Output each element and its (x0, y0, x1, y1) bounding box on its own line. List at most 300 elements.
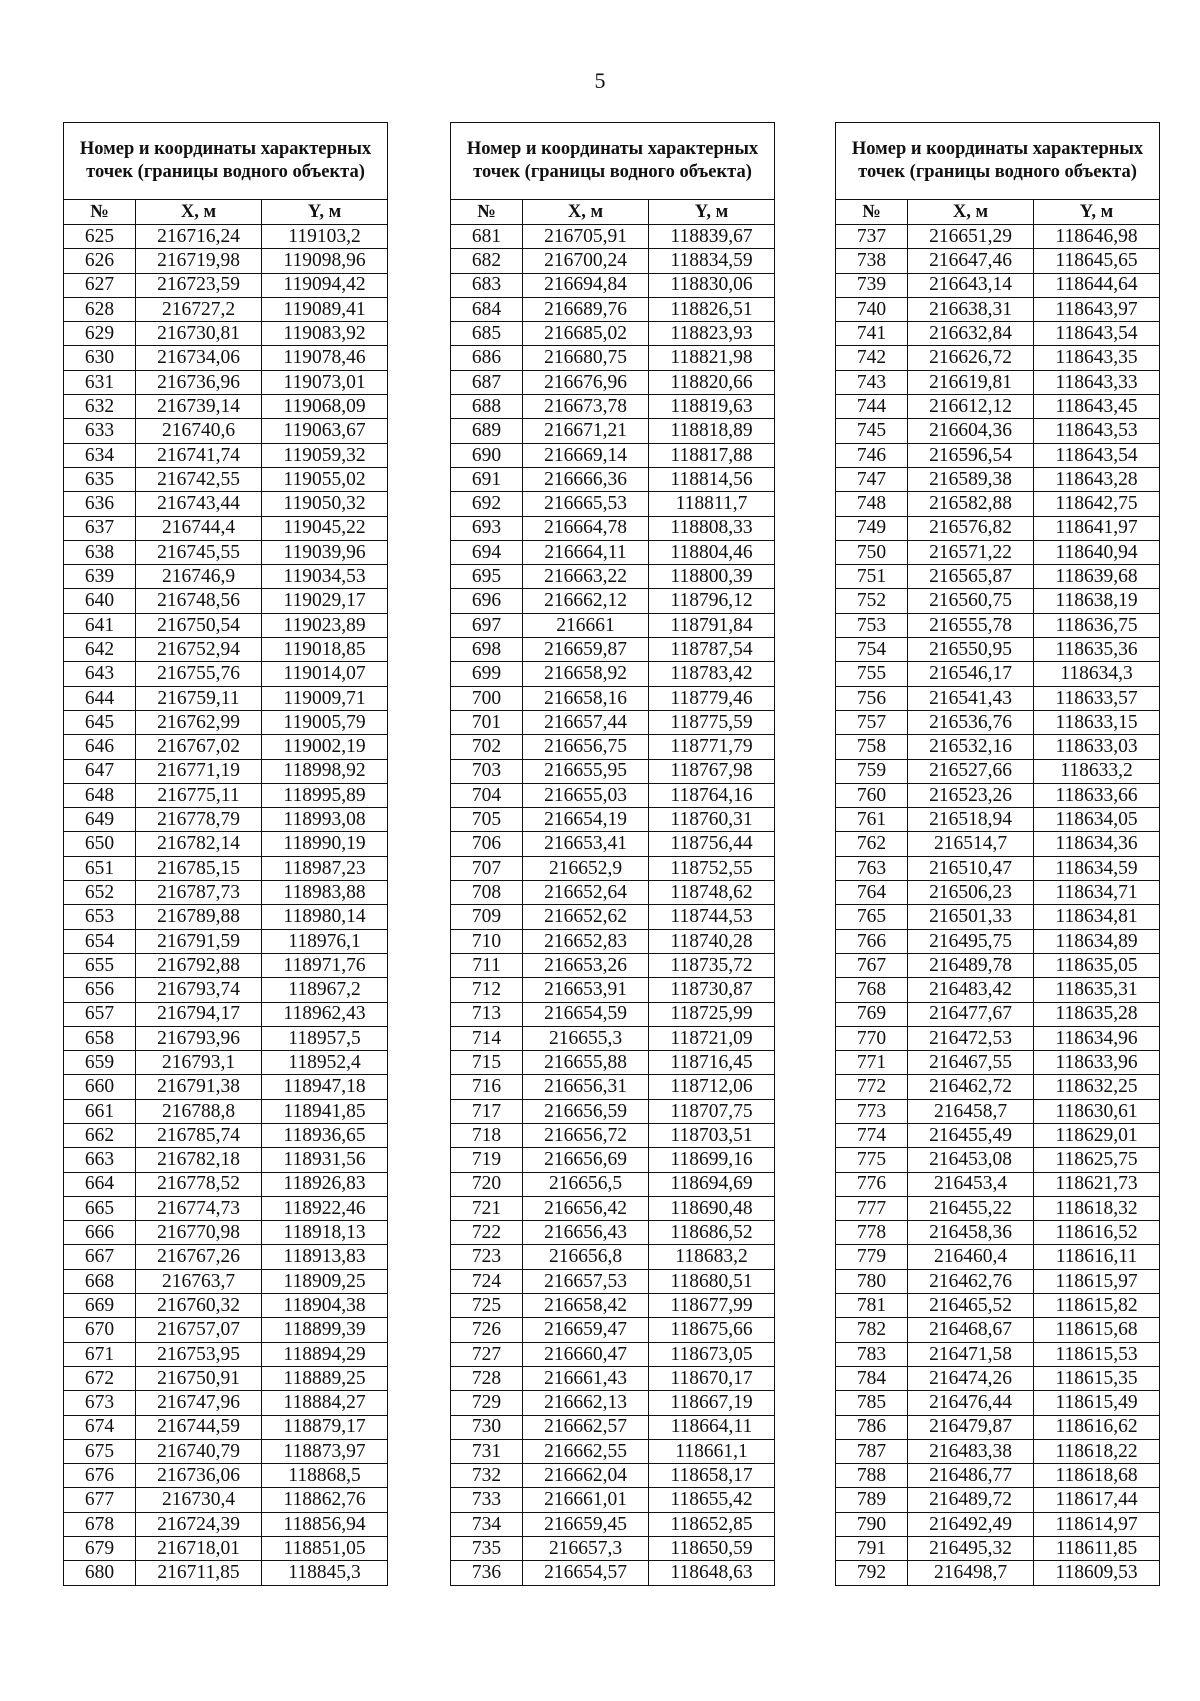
point-number-cell: 734 (451, 1512, 523, 1536)
x-coordinate-cell: 216662,13 (523, 1391, 649, 1415)
table-row (836, 589, 1160, 613)
point-number-cell: 731 (451, 1439, 523, 1463)
x-coordinate-cell: 216656,43 (523, 1221, 649, 1245)
y-coordinate-cell: 118639,68 (1034, 565, 1160, 589)
table-row (451, 710, 775, 734)
table-row (836, 1415, 1160, 1439)
y-coordinate-cell: 118643,97 (1034, 297, 1160, 321)
point-number-cell: 728 (451, 1366, 523, 1390)
x-coordinate-cell: 216655,95 (523, 759, 649, 783)
table-row (64, 978, 388, 1002)
point-number-cell: 787 (836, 1439, 908, 1463)
point-number-cell: 664 (64, 1172, 136, 1196)
y-coordinate-cell: 118752,55 (649, 856, 775, 880)
y-coordinate-cell: 118764,16 (649, 783, 775, 807)
table-row (451, 1148, 775, 1172)
y-coordinate-cell: 118791,84 (649, 613, 775, 637)
y-coordinate-cell: 118947,18 (262, 1075, 388, 1099)
table-row (836, 225, 1160, 249)
table-row (836, 1464, 1160, 1488)
y-coordinate-cell: 118725,99 (649, 1002, 775, 1026)
point-number-cell: 719 (451, 1148, 523, 1172)
table-row (836, 540, 1160, 564)
point-number-cell: 689 (451, 419, 523, 443)
y-coordinate-cell: 118635,31 (1034, 978, 1160, 1002)
x-coordinate-cell: 216653,26 (523, 953, 649, 977)
x-coordinate-cell: 216657,3 (523, 1537, 649, 1561)
table-row (836, 1391, 1160, 1415)
x-coordinate-cell: 216479,87 (908, 1415, 1034, 1439)
point-number-cell: 678 (64, 1512, 136, 1536)
y-coordinate-cell: 119034,53 (262, 565, 388, 589)
x-coordinate-cell: 216740,79 (136, 1439, 262, 1463)
point-number-cell: 782 (836, 1318, 908, 1342)
x-coordinate-cell: 216789,88 (136, 905, 262, 929)
table-row (451, 1172, 775, 1196)
y-coordinate-cell: 118957,5 (262, 1026, 388, 1050)
table-row (836, 856, 1160, 880)
point-number-cell: 718 (451, 1123, 523, 1147)
point-number-cell: 631 (64, 370, 136, 394)
point-number-cell: 628 (64, 297, 136, 321)
y-coordinate-cell: 118634,36 (1034, 832, 1160, 856)
x-coordinate-cell: 216741,74 (136, 443, 262, 467)
y-coordinate-cell: 118616,62 (1034, 1415, 1160, 1439)
table-row (836, 1318, 1160, 1342)
x-coordinate-cell: 216658,92 (523, 662, 649, 686)
column-header-number: № (836, 200, 908, 225)
x-coordinate-cell: 216763,7 (136, 1269, 262, 1293)
y-coordinate-cell: 118646,98 (1034, 225, 1160, 249)
x-coordinate-cell: 216694,84 (523, 273, 649, 297)
x-coordinate-cell: 216659,45 (523, 1512, 649, 1536)
point-number-cell: 685 (451, 322, 523, 346)
table-row (64, 1221, 388, 1245)
table-row (64, 1269, 388, 1293)
x-coordinate-cell: 216711,85 (136, 1561, 262, 1585)
x-coordinate-cell: 216654,59 (523, 1002, 649, 1026)
x-coordinate-cell: 216571,22 (908, 540, 1034, 564)
point-number-cell: 697 (451, 613, 523, 637)
x-coordinate-cell: 216669,14 (523, 443, 649, 467)
y-coordinate-cell: 118771,79 (649, 735, 775, 759)
table-row (64, 1537, 388, 1561)
table-row (836, 249, 1160, 273)
table-row (64, 1051, 388, 1075)
point-number-cell: 777 (836, 1196, 908, 1220)
table-row (836, 1342, 1160, 1366)
y-coordinate-cell: 118800,39 (649, 565, 775, 589)
x-coordinate-cell: 216787,73 (136, 881, 262, 905)
point-number-cell: 667 (64, 1245, 136, 1269)
y-coordinate-cell: 118643,35 (1034, 346, 1160, 370)
point-number-cell: 722 (451, 1221, 523, 1245)
x-coordinate-cell: 216656,72 (523, 1123, 649, 1147)
y-coordinate-cell: 118664,11 (649, 1415, 775, 1439)
x-coordinate-cell: 216656,59 (523, 1099, 649, 1123)
y-coordinate-cell: 118760,31 (649, 808, 775, 832)
x-coordinate-cell: 216793,74 (136, 978, 262, 1002)
point-number-cell: 629 (64, 322, 136, 346)
point-number-cell: 784 (836, 1366, 908, 1390)
point-number-cell: 721 (451, 1196, 523, 1220)
x-coordinate-cell: 216652,64 (523, 881, 649, 905)
table-row (64, 395, 388, 419)
point-number-cell: 653 (64, 905, 136, 929)
table-row (836, 1123, 1160, 1147)
y-coordinate-cell: 118894,29 (262, 1342, 388, 1366)
point-number-cell: 676 (64, 1464, 136, 1488)
y-coordinate-cell: 118995,89 (262, 783, 388, 807)
point-number-cell: 765 (836, 905, 908, 929)
table-row (64, 1148, 388, 1172)
x-coordinate-cell: 216455,22 (908, 1196, 1034, 1220)
x-coordinate-cell: 216453,4 (908, 1172, 1034, 1196)
x-coordinate-cell: 216532,16 (908, 735, 1034, 759)
table-row (64, 783, 388, 807)
y-coordinate-cell: 118845,3 (262, 1561, 388, 1585)
x-coordinate-cell: 216541,43 (908, 686, 1034, 710)
x-coordinate-cell: 216523,26 (908, 783, 1034, 807)
y-coordinate-cell: 118635,36 (1034, 638, 1160, 662)
y-coordinate-cell: 118635,05 (1034, 953, 1160, 977)
table-row (451, 783, 775, 807)
point-number-cell: 759 (836, 759, 908, 783)
table-row (451, 856, 775, 880)
y-coordinate-cell: 118716,45 (649, 1051, 775, 1075)
y-coordinate-cell: 118712,06 (649, 1075, 775, 1099)
y-coordinate-cell: 118868,5 (262, 1464, 388, 1488)
x-coordinate-cell: 216727,2 (136, 297, 262, 321)
table-row (64, 492, 388, 516)
point-number-cell: 729 (451, 1391, 523, 1415)
point-number-cell: 712 (451, 978, 523, 1002)
point-number-cell: 737 (836, 225, 908, 249)
y-coordinate-cell: 118675,66 (649, 1318, 775, 1342)
y-coordinate-cell: 118976,1 (262, 929, 388, 953)
table-row (451, 613, 775, 637)
x-coordinate-cell: 216664,11 (523, 540, 649, 564)
point-number-cell: 652 (64, 881, 136, 905)
x-coordinate-cell: 216788,8 (136, 1099, 262, 1123)
x-coordinate-cell: 216546,17 (908, 662, 1034, 686)
x-coordinate-cell: 216458,36 (908, 1221, 1034, 1245)
table-row (451, 881, 775, 905)
point-number-cell: 792 (836, 1561, 908, 1585)
x-coordinate-cell: 216760,32 (136, 1294, 262, 1318)
y-coordinate-cell: 118820,66 (649, 370, 775, 394)
table-row (64, 540, 388, 564)
point-number-cell: 668 (64, 1269, 136, 1293)
y-coordinate-cell: 119078,46 (262, 346, 388, 370)
x-coordinate-cell: 216794,17 (136, 1002, 262, 1026)
y-coordinate-cell: 118618,22 (1034, 1439, 1160, 1463)
point-number-cell: 739 (836, 273, 908, 297)
y-coordinate-cell: 118707,75 (649, 1099, 775, 1123)
y-coordinate-cell: 118814,56 (649, 467, 775, 491)
table-row (64, 1172, 388, 1196)
table-row (451, 735, 775, 759)
y-coordinate-cell: 118839,67 (649, 225, 775, 249)
table-row (451, 1561, 775, 1585)
point-number-cell: 706 (451, 832, 523, 856)
x-coordinate-cell: 216656,31 (523, 1075, 649, 1099)
x-coordinate-cell: 216759,11 (136, 686, 262, 710)
x-coordinate-cell: 216753,95 (136, 1342, 262, 1366)
point-number-cell: 763 (836, 856, 908, 880)
x-coordinate-cell: 216555,78 (908, 613, 1034, 637)
y-coordinate-cell: 118756,44 (649, 832, 775, 856)
y-coordinate-cell: 118993,08 (262, 808, 388, 832)
point-number-cell: 657 (64, 1002, 136, 1026)
y-coordinate-cell: 119094,42 (262, 273, 388, 297)
y-coordinate-cell: 118899,39 (262, 1318, 388, 1342)
x-coordinate-cell: 216653,91 (523, 978, 649, 1002)
table-row (451, 1512, 775, 1536)
y-coordinate-cell: 118909,25 (262, 1269, 388, 1293)
point-number-cell: 771 (836, 1051, 908, 1075)
x-coordinate-cell: 216750,91 (136, 1366, 262, 1390)
table-row (836, 759, 1160, 783)
x-coordinate-cell: 216734,06 (136, 346, 262, 370)
table-row (451, 1026, 775, 1050)
table-row (451, 808, 775, 832)
y-coordinate-cell: 118879,17 (262, 1415, 388, 1439)
table-title: Номер и координаты характерных точек (границы водного объекта) (836, 123, 1160, 200)
table-row (64, 516, 388, 540)
table-row (451, 929, 775, 953)
table-row (64, 346, 388, 370)
point-number-cell: 644 (64, 686, 136, 710)
table-row (836, 1488, 1160, 1512)
point-number-cell: 745 (836, 419, 908, 443)
y-coordinate-cell: 118634,89 (1034, 929, 1160, 953)
y-coordinate-cell: 119002,19 (262, 735, 388, 759)
x-coordinate-cell: 216489,72 (908, 1488, 1034, 1512)
x-coordinate-cell: 216736,06 (136, 1464, 262, 1488)
y-coordinate-cell: 118638,19 (1034, 589, 1160, 613)
point-number-cell: 772 (836, 1075, 908, 1099)
x-coordinate-cell: 216664,78 (523, 516, 649, 540)
x-coordinate-cell: 216643,14 (908, 273, 1034, 297)
table-row (451, 1002, 775, 1026)
x-coordinate-cell: 216655,3 (523, 1026, 649, 1050)
x-coordinate-cell: 216661 (523, 613, 649, 637)
y-coordinate-cell: 118856,94 (262, 1512, 388, 1536)
y-coordinate-cell: 118652,85 (649, 1512, 775, 1536)
y-coordinate-cell: 118826,51 (649, 297, 775, 321)
point-number-cell: 694 (451, 540, 523, 564)
table-row (836, 613, 1160, 637)
x-coordinate-cell: 216705,91 (523, 225, 649, 249)
table-row (451, 467, 775, 491)
y-coordinate-cell: 118998,92 (262, 759, 388, 783)
point-number-cell: 754 (836, 638, 908, 662)
point-number-cell: 764 (836, 881, 908, 905)
y-coordinate-cell: 119014,07 (262, 662, 388, 686)
y-coordinate-cell: 118703,51 (649, 1123, 775, 1147)
point-number-cell: 643 (64, 662, 136, 686)
point-number-cell: 785 (836, 1391, 908, 1415)
table-row (64, 1561, 388, 1585)
table-row (836, 1439, 1160, 1463)
point-number-cell: 746 (836, 443, 908, 467)
y-coordinate-cell: 118661,1 (649, 1439, 775, 1463)
page-number: 5 (594, 68, 606, 93)
point-number-cell: 738 (836, 249, 908, 273)
y-coordinate-cell: 118889,25 (262, 1366, 388, 1390)
point-number-cell: 654 (64, 929, 136, 953)
x-coordinate-cell: 216471,58 (908, 1342, 1034, 1366)
y-coordinate-cell: 118643,28 (1034, 467, 1160, 491)
table-row (64, 1318, 388, 1342)
point-number-cell: 766 (836, 929, 908, 953)
point-number-cell: 675 (64, 1439, 136, 1463)
table-row (64, 710, 388, 734)
column-header-y: Y, м (262, 200, 388, 225)
point-number-cell: 744 (836, 395, 908, 419)
point-number-cell: 695 (451, 565, 523, 589)
x-coordinate-cell: 216656,69 (523, 1148, 649, 1172)
y-coordinate-cell: 119098,96 (262, 249, 388, 273)
x-coordinate-cell: 216518,94 (908, 808, 1034, 832)
x-coordinate-cell: 216468,67 (908, 1318, 1034, 1342)
table-row (836, 978, 1160, 1002)
table-title: Номер и координаты характерных точек (границы водного объекта) (451, 123, 775, 200)
point-number-cell: 683 (451, 273, 523, 297)
point-number-cell: 775 (836, 1148, 908, 1172)
y-coordinate-cell: 119073,01 (262, 370, 388, 394)
y-coordinate-cell: 118633,15 (1034, 710, 1160, 734)
x-coordinate-cell: 216791,59 (136, 929, 262, 953)
point-number-cell: 707 (451, 856, 523, 880)
table-row (64, 1099, 388, 1123)
point-number-cell: 627 (64, 273, 136, 297)
table-row (451, 1366, 775, 1390)
table-row (836, 1269, 1160, 1293)
point-number-cell: 736 (451, 1561, 523, 1585)
x-coordinate-cell: 216465,52 (908, 1294, 1034, 1318)
x-coordinate-cell: 216724,39 (136, 1512, 262, 1536)
coordinates-table-2 (450, 122, 775, 1586)
y-coordinate-cell: 118980,14 (262, 905, 388, 929)
point-number-cell: 677 (64, 1488, 136, 1512)
table-row (836, 953, 1160, 977)
y-coordinate-cell: 118922,46 (262, 1196, 388, 1220)
y-coordinate-cell: 118987,23 (262, 856, 388, 880)
y-coordinate-cell: 118634,59 (1034, 856, 1160, 880)
y-coordinate-cell: 118658,17 (649, 1464, 775, 1488)
x-coordinate-cell: 216680,75 (523, 346, 649, 370)
x-coordinate-cell: 216666,36 (523, 467, 649, 491)
y-coordinate-cell: 118650,59 (649, 1537, 775, 1561)
y-coordinate-cell: 118680,51 (649, 1269, 775, 1293)
y-coordinate-cell: 118615,49 (1034, 1391, 1160, 1415)
x-coordinate-cell: 216476,44 (908, 1391, 1034, 1415)
table-row (451, 249, 775, 273)
y-coordinate-cell: 118634,3 (1034, 662, 1160, 686)
x-coordinate-cell: 216510,47 (908, 856, 1034, 880)
point-number-cell: 655 (64, 953, 136, 977)
y-coordinate-cell: 118818,89 (649, 419, 775, 443)
y-coordinate-cell: 118640,94 (1034, 540, 1160, 564)
x-coordinate-cell: 216501,33 (908, 905, 1034, 929)
table-row (451, 1464, 775, 1488)
y-coordinate-cell: 118609,53 (1034, 1561, 1160, 1585)
table-row (836, 346, 1160, 370)
y-coordinate-cell: 118648,63 (649, 1561, 775, 1585)
table-row (64, 881, 388, 905)
table-row (64, 1391, 388, 1415)
y-coordinate-cell: 118632,25 (1034, 1075, 1160, 1099)
y-coordinate-cell: 118629,01 (1034, 1123, 1160, 1147)
x-coordinate-cell: 216662,12 (523, 589, 649, 613)
table-row (64, 1342, 388, 1366)
point-number-cell: 641 (64, 613, 136, 637)
x-coordinate-cell: 216527,66 (908, 759, 1034, 783)
table-row (451, 1439, 775, 1463)
y-coordinate-cell: 118811,7 (649, 492, 775, 516)
table-row (451, 395, 775, 419)
point-number-cell: 635 (64, 467, 136, 491)
x-coordinate-cell: 216676,96 (523, 370, 649, 394)
point-number-cell: 701 (451, 710, 523, 734)
y-coordinate-cell: 118643,45 (1034, 395, 1160, 419)
x-coordinate-cell: 216662,57 (523, 1415, 649, 1439)
point-number-cell: 704 (451, 783, 523, 807)
point-number-cell: 642 (64, 638, 136, 662)
table-row (836, 273, 1160, 297)
table-row (451, 1196, 775, 1220)
y-coordinate-cell: 118677,99 (649, 1294, 775, 1318)
y-coordinate-cell: 118783,42 (649, 662, 775, 686)
table-row (451, 1075, 775, 1099)
table-row (451, 662, 775, 686)
x-coordinate-cell: 216785,74 (136, 1123, 262, 1147)
y-coordinate-cell: 118615,82 (1034, 1294, 1160, 1318)
table-row (64, 1294, 388, 1318)
point-number-cell: 769 (836, 1002, 908, 1026)
table-row (64, 1512, 388, 1536)
coordinates-table-3 (835, 122, 1160, 1586)
table-row (836, 322, 1160, 346)
table-row (451, 322, 775, 346)
y-coordinate-cell: 118634,71 (1034, 881, 1160, 905)
x-coordinate-cell: 216757,07 (136, 1318, 262, 1342)
point-number-cell: 699 (451, 662, 523, 686)
y-coordinate-cell: 118952,4 (262, 1051, 388, 1075)
x-coordinate-cell: 216612,12 (908, 395, 1034, 419)
table-row (836, 905, 1160, 929)
y-coordinate-cell: 118616,52 (1034, 1221, 1160, 1245)
table-row (64, 1075, 388, 1099)
y-coordinate-cell: 118967,2 (262, 978, 388, 1002)
table-row (64, 1196, 388, 1220)
x-coordinate-cell: 216793,1 (136, 1051, 262, 1075)
table-row (64, 929, 388, 953)
x-coordinate-cell: 216744,4 (136, 516, 262, 540)
table-row (451, 686, 775, 710)
x-coordinate-cell: 216767,26 (136, 1245, 262, 1269)
y-coordinate-cell: 118808,33 (649, 516, 775, 540)
table-row (451, 638, 775, 662)
y-coordinate-cell: 118817,88 (649, 443, 775, 467)
y-coordinate-cell: 118931,56 (262, 1148, 388, 1172)
y-coordinate-cell: 119039,96 (262, 540, 388, 564)
x-coordinate-cell: 216651,29 (908, 225, 1034, 249)
point-number-cell: 688 (451, 395, 523, 419)
y-coordinate-cell: 118884,27 (262, 1391, 388, 1415)
